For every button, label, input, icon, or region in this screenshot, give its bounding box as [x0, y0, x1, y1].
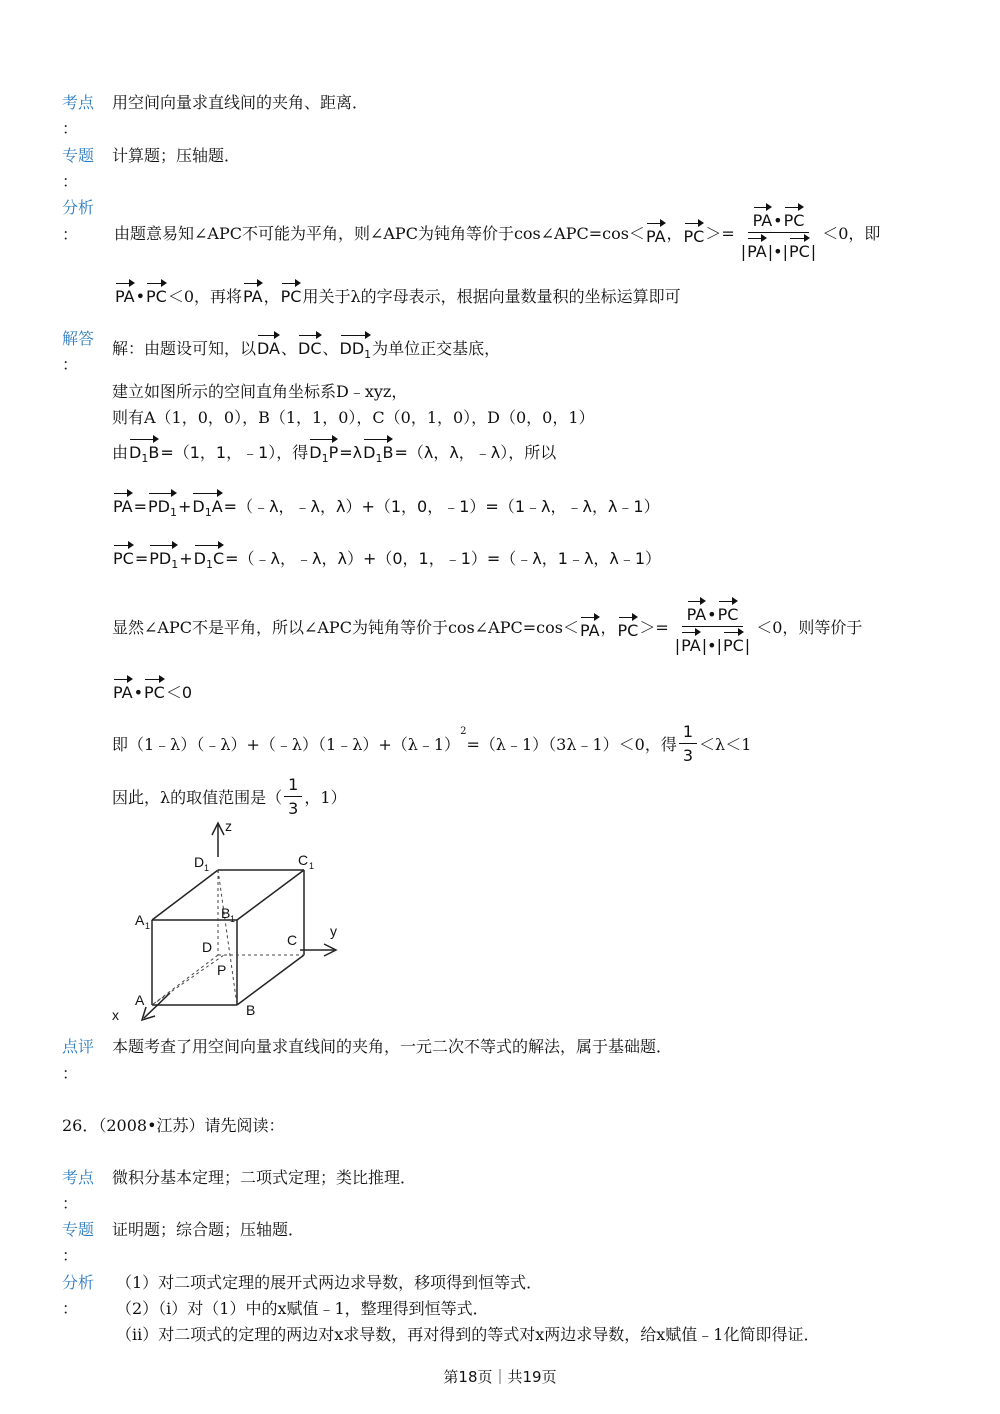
vector-pc: PC	[113, 542, 134, 568]
vector-pc: PC	[723, 629, 744, 655]
bar: |	[716, 636, 722, 655]
vector-d1a	[192, 490, 222, 519]
text: ＜λ＜1	[699, 735, 752, 754]
letter: B	[148, 443, 160, 462]
text: 由	[112, 443, 129, 462]
text: ，1）	[304, 788, 347, 807]
letter: D	[129, 443, 142, 462]
hidden-edge-da	[152, 955, 218, 1005]
cube-coordinate-figure	[100, 815, 360, 1030]
text: =（λ，λ，﹣λ），所以	[394, 443, 557, 462]
text: ＜0，即	[822, 224, 881, 243]
text: ＜0	[165, 683, 193, 702]
vector-pc: PC	[146, 280, 167, 306]
q25-jieda-line7	[112, 598, 862, 655]
subscript: 1	[169, 506, 177, 520]
label-colon: ：	[62, 1246, 79, 1265]
letter: D	[309, 443, 322, 462]
q26-fenxi-line2: （2）（i）对（1）中的x赋值﹣1，整理得到恒等式．	[116, 1299, 489, 1318]
q25-jieda-line1	[112, 332, 500, 361]
vector-pc: PC	[281, 280, 302, 306]
vector-d1b	[129, 436, 159, 465]
vector-pa: PA	[115, 280, 135, 306]
text: ＜0，再将	[167, 287, 243, 306]
q25-jieda-line3: 则有A（1，0，0），B（1，1，0），C（0，1，0），D（0，0，1）	[112, 408, 595, 427]
letter: C	[212, 549, 225, 568]
label-colon: ：	[62, 225, 79, 244]
page-footer: 第18页｜共19页	[443, 1368, 557, 1386]
label-kaodian: 考点	[62, 93, 95, 112]
bar: |	[701, 636, 708, 655]
dot: •	[135, 287, 146, 306]
fraction	[737, 204, 820, 261]
label-a1: A	[135, 912, 145, 928]
label-b1: B	[221, 905, 231, 921]
vector-pd1	[149, 542, 178, 571]
vector-pc: PC	[684, 220, 705, 246]
q25-fenxi-line2	[114, 280, 681, 307]
q25-jieda-line5	[112, 490, 660, 519]
q25-jieda-line9	[112, 722, 751, 765]
vector-pa: PA	[687, 598, 707, 624]
dot: •	[773, 242, 783, 261]
text: ，	[600, 618, 617, 637]
fraction	[671, 598, 754, 655]
subscript: 1	[205, 558, 213, 572]
text: =（﹣λ，﹣λ，λ）+（1，0，﹣1）=（1﹣λ，﹣λ，λ﹣1）	[223, 497, 660, 516]
text: 因此，λ的取值范围是（	[112, 788, 283, 807]
vector-pc: PC	[718, 598, 739, 624]
bar: |	[810, 242, 817, 261]
vector-pc: PC	[144, 676, 165, 702]
label-b: B	[246, 1002, 256, 1018]
bar: |	[767, 242, 774, 261]
q26-zhuanti-text: 证明题；综合题；压轴题．	[112, 1220, 305, 1239]
vector-d1b	[363, 436, 393, 465]
vector-pa: PA	[646, 220, 666, 246]
bar: |	[674, 636, 681, 655]
vector-pd1	[148, 490, 177, 519]
letter: A	[211, 497, 223, 516]
plus: +	[179, 549, 193, 568]
label-colon: ：	[62, 1064, 79, 1083]
q25-kaodian-text: 用空间向量求直线间的夹角、距离．	[112, 93, 369, 112]
text: 用关于λ的字母表示，根据向量数量积的坐标运算即可	[302, 287, 681, 306]
q25-dianping-text: 本题考查了用空间向量求直线间的夹角，一元二次不等式的解法，属于基础题．	[112, 1037, 673, 1056]
text: 解：由题设可知，以	[112, 339, 257, 358]
text: 、	[322, 339, 339, 358]
text: =λ	[339, 443, 363, 462]
vector-pa: PA	[113, 676, 133, 702]
vector-pc: PC	[789, 235, 810, 261]
equals: =	[133, 497, 147, 516]
vector-d1p	[309, 436, 338, 465]
letter: P	[147, 497, 158, 516]
label-zhuanti: 专题	[62, 1220, 95, 1239]
label-sub: 1	[204, 863, 210, 873]
bar: |	[782, 242, 788, 261]
plus: +	[177, 497, 192, 516]
subscript: 1	[141, 452, 149, 466]
vector-name: DD	[339, 339, 365, 358]
text: ＞=	[705, 224, 735, 243]
label-x: x	[112, 1007, 119, 1023]
label-c: C	[287, 932, 298, 948]
q25-zhuanti-text: 计算题；压轴题．	[112, 146, 241, 165]
label-fenxi: 分析	[62, 198, 95, 217]
label-z: z	[225, 818, 232, 834]
text: 为单位正交基底，	[372, 339, 501, 358]
text: ，	[666, 224, 683, 243]
edge-b1c1	[237, 870, 304, 920]
vector-d1c	[194, 542, 225, 571]
vector-pa: PA	[580, 614, 600, 640]
letter: D	[363, 443, 376, 462]
letter: D	[157, 497, 170, 516]
text: ＜0，则等价于	[756, 618, 863, 637]
text: 由题意易知∠APC不可能为平角，则∠APC为钝角等价于cos∠APC=cos＜	[114, 224, 645, 243]
edge-a1d1	[152, 870, 218, 920]
dot: •	[133, 683, 144, 702]
label-dianping: 点评	[62, 1037, 95, 1056]
vector-pa: PA	[681, 629, 701, 655]
text: =（﹣λ，﹣λ，λ）+（0，1，﹣1）=（﹣λ，1﹣λ，λ﹣1）	[225, 549, 662, 568]
vector-pa: PA	[113, 490, 133, 516]
bar: |	[744, 636, 751, 655]
fraction-one-third	[284, 775, 302, 818]
q26-title: 26．（2008•江苏）请先阅读：	[62, 1116, 285, 1135]
vector-pc: PC	[784, 204, 805, 230]
vector-da: DA	[257, 332, 280, 358]
vector-pa: PA	[243, 280, 263, 306]
superscript: 2	[460, 726, 467, 737]
q25-jieda-line8	[112, 676, 192, 703]
label-p: P	[217, 962, 227, 978]
q25-jieda-line2: 建立如图所示的空间直角坐标系D﹣xyz，	[112, 382, 408, 401]
letter: B	[382, 443, 394, 462]
dot: •	[707, 636, 717, 655]
equals: =	[134, 549, 149, 568]
q26-fenxi-line1: （1）对二项式定理的展开式两边求导数，移项得到恒等式．	[116, 1273, 543, 1292]
label-sub: 1	[145, 921, 151, 931]
letter: D	[192, 497, 205, 516]
numerator: 1	[679, 722, 697, 744]
q25-jieda-line10	[112, 775, 347, 818]
denominator: 3	[682, 746, 694, 765]
vector-pa: PA	[747, 235, 767, 261]
label-colon: ：	[62, 119, 79, 138]
label-y: y	[330, 923, 337, 939]
subscript: 1	[171, 558, 179, 572]
label-fenxi: 分析	[62, 1273, 95, 1292]
label-c1: C	[298, 852, 309, 868]
segment-ap	[152, 955, 227, 1005]
numerator: 1	[284, 775, 302, 797]
text: 显然∠APC不是平角，所以∠APC为钝角等价于cos∠APC=cos＜	[112, 618, 579, 637]
subscript: 1	[364, 348, 372, 362]
text: =（λ﹣1）（3λ﹣1）＜0，得	[466, 735, 677, 754]
edge-bc	[237, 955, 304, 1005]
dot: •	[773, 211, 783, 230]
label-colon: ：	[62, 172, 79, 191]
subscript: 1	[375, 452, 383, 466]
label-kaodian: 考点	[62, 1168, 95, 1187]
vector-dc: DC	[298, 332, 322, 358]
letter: D	[158, 549, 172, 568]
label-colon: ：	[62, 355, 79, 374]
label-zhuanti: 专题	[62, 146, 95, 165]
text: =（1，1，﹣1），得	[160, 443, 309, 462]
letter: D	[193, 549, 206, 568]
q26-fenxi-line3: （ii）对二项式的定理的两边对x求导数，再对得到的等式对x两边求导数，给x赋值﹣1化简即得证．	[116, 1325, 820, 1344]
label-d: D	[202, 939, 213, 955]
label-colon: ：	[62, 1299, 79, 1318]
fraction-one-third	[679, 722, 697, 765]
vector-pc: PC	[618, 614, 639, 640]
letter: P	[149, 549, 159, 568]
dot: •	[707, 605, 717, 624]
label-a: A	[135, 992, 145, 1008]
label-sub: 1	[230, 914, 236, 924]
denominator: 3	[288, 799, 299, 818]
text: ＞=	[639, 618, 669, 637]
label-sub: 1	[309, 861, 315, 871]
bar: |	[740, 242, 747, 261]
label-d1: D	[194, 854, 205, 870]
label-colon: ：	[62, 1194, 79, 1213]
vector-dd1	[340, 332, 372, 361]
text: 即（1﹣λ）（﹣λ）+（﹣λ）（1﹣λ）+（λ﹣1）	[112, 735, 461, 754]
subscript: 1	[204, 506, 212, 520]
text: ，	[263, 287, 280, 306]
q25-jieda-line4	[112, 436, 556, 465]
q25-fenxi-line1	[114, 204, 880, 261]
diagonal-d1b	[218, 870, 237, 1005]
q25-jieda-line6	[112, 542, 661, 571]
letter: P	[328, 443, 339, 462]
vector-pa: PA	[753, 204, 773, 230]
label-jieda: 解答	[62, 329, 95, 348]
text: 、	[281, 339, 298, 358]
q26-kaodian-text: 微积分基本定理；二项式定理；类比推理．	[112, 1168, 417, 1187]
subscript: 1	[321, 452, 329, 466]
